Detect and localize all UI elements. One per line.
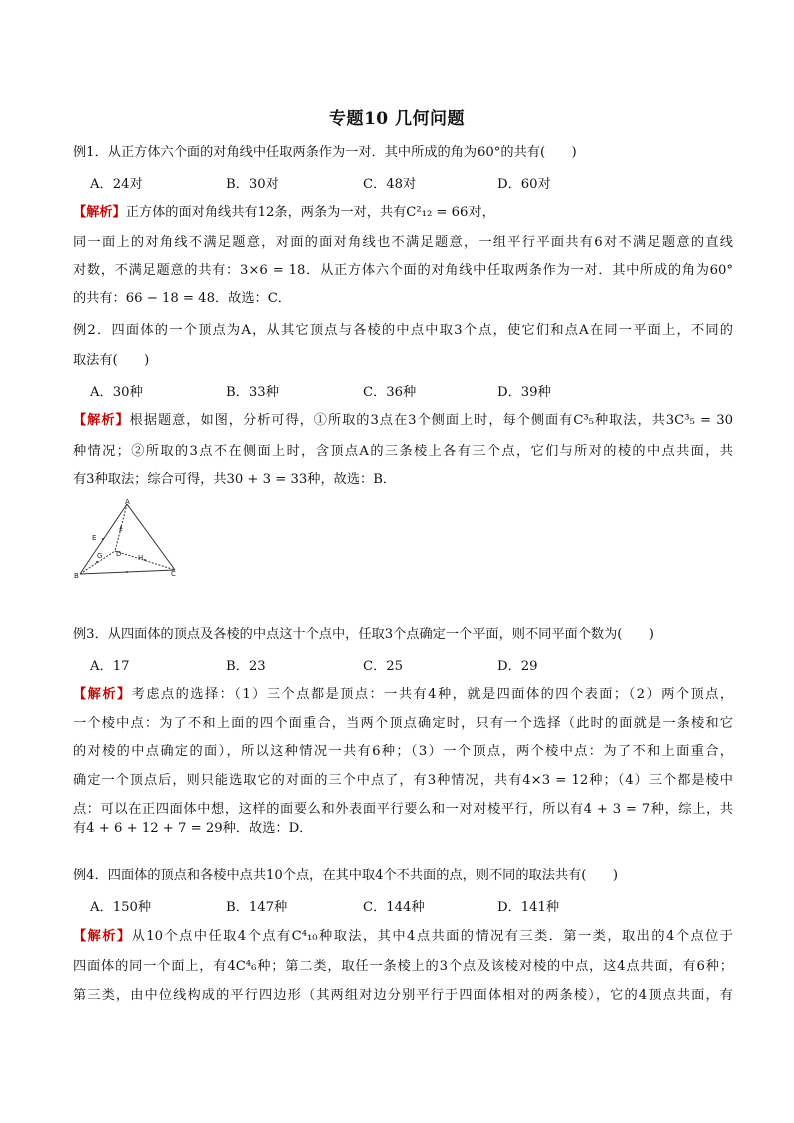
ex1-option-a: A．24对 <box>90 177 143 192</box>
ex3-option-d: D．29 <box>497 659 538 674</box>
point-h <box>144 559 146 561</box>
ex2-question-line-2: 取法有( ) <box>73 353 150 368</box>
label-c: C <box>171 570 176 578</box>
ex4-question: 例4．四面体的顶点和各棱中点共10个点，在其中取4个不共面的点，则不同的取法共有( ) <box>73 868 618 883</box>
ex3-analysis-line-2: 一个棱中点：为了不和上面的四个面重合，当两个顶点确定时，只有一个选择（此时的面就是一条棱和它 <box>73 716 733 731</box>
label-f: F <box>119 527 124 535</box>
label-e: E <box>92 534 97 542</box>
label-d: D <box>116 550 122 558</box>
tetrahedron-figure <box>72 496 182 582</box>
ex1-analysis-line-2: 同一面上的对角线不满足题意，对面的面对角线也不满足题意，一组平行平面共有6对不满足题意的直线 <box>73 235 733 250</box>
ex2-option-b: B．33种 <box>226 385 279 400</box>
ex2-analysis-line-1: 【解析】根据题意，如图，分析可得，①所取的3点在3个侧面上时，每个侧面有C³₅种取法，共3C³₅ = 30 <box>73 413 733 428</box>
ex2-option-a: A．30种 <box>90 385 143 400</box>
edge-ac <box>127 504 175 570</box>
ex2-question-line-1: 例2．四面体的一个顶点为A，从其它顶点与各棱的中点中取3个点，使它们和点A在同一平面上，不同的 <box>73 323 733 338</box>
ex3-option-c: C．25 <box>363 659 404 674</box>
ex3-analysis-line-1: 【解析】考虑点的选择：（1）三个点都是顶点：一共有4种，就是四面体的四个表面；（2）两个顶点， <box>73 687 733 702</box>
ex1-question: 例1．从正方体六个面的对角线中任取两条作为一对．其中所成的角为60°的共有( ) <box>73 145 577 160</box>
ex3-analysis-line-3: 的对棱的中点确定的面），所以这种情况一共有6种；（3）一个顶点，两个棱中点：为了不和上面重合， <box>73 744 733 759</box>
ex4-analysis-line-3: 第三类，由中位线构成的平行四边形（其两组对边分别平行于四面体相对的两条棱），它的4顶点共面，有 <box>73 988 733 1003</box>
ex2-analysis-line-3: 有3种取法；综合可得，共30 + 3 = 33种，故选：B． <box>73 472 397 487</box>
analysis-tag: 【解析】 <box>73 687 132 702</box>
ex1-analysis-line-4: 的共有：66 − 18 = 48．故选：C． <box>73 291 291 306</box>
ex3-analysis-line-6: 有4 + 6 + 12 + 7 = 29种．故选：D． <box>73 821 313 836</box>
point-g <box>96 561 98 563</box>
page-title: 专题10 几何问题 <box>328 109 466 129</box>
ex4-option-a: A．150种 <box>90 900 152 915</box>
analysis-tag: 【解析】 <box>73 413 130 428</box>
point-e <box>102 538 104 540</box>
label-g: G <box>97 552 103 560</box>
point-mid-bc <box>126 571 128 573</box>
ex3-option-b: B．23 <box>226 659 266 674</box>
ex4-option-c: C．144种 <box>363 900 425 915</box>
ex3-analysis-line-4: 确定一个顶点后，则只能选取它的对面的三个中点了，有3种情况，共有4×3 = 12种；（4）三个都是棱中 <box>73 773 733 788</box>
ex2-analysis-line-2: 种情况；②所取的3点不在侧面上时，含顶点A的三条棱上各有三个点，它们与所对的棱的中点共面，共 <box>73 444 733 459</box>
label-a: A <box>125 498 130 506</box>
ex3-question: 例3．从四面体的顶点及各棱的中点这十个点中，任取3个点确定一个平面，则不同平面个数为( ) <box>73 627 654 642</box>
label-b: B <box>74 572 79 580</box>
ex4-option-d: D．141种 <box>497 900 560 915</box>
ex1-analysis-line-3: 对数，不满足题意的共有：3×6 = 18．从正方体六个面的对角线中任取两条作为一对．其中所成的角为60° <box>73 263 733 278</box>
ex4-option-b: B．147种 <box>226 900 288 915</box>
ex3-option-a: A．17 <box>90 659 130 674</box>
ex1-option-c: C．48对 <box>363 177 417 192</box>
ex4-analysis-line-2: 四面体的同一个面上，有4C⁴₆种；第二类，取任一条棱上的3个点及该棱对棱的中点，这4点共面，有6种； <box>73 959 733 974</box>
ex1-option-d: D．60对 <box>497 177 551 192</box>
ex1-analysis-line-1: 【解析】正方体的面对角线共有12条，两条为一对，共有C²₁₂ = 66对， <box>73 205 495 220</box>
ex4-analysis-line-1: 【解析】从10个点中任取4个点有C⁴₁₀种取法，其中4点共面的情况有三类．第一类，取出的4个点位于 <box>73 929 733 944</box>
analysis-tag: 【解析】 <box>73 929 132 944</box>
ex2-option-d: D．39种 <box>497 385 551 400</box>
analysis-tag: 【解析】 <box>73 205 126 220</box>
ex2-option-c: C．36种 <box>363 385 417 400</box>
ex3-analysis-line-5: 点：可以在正四面体中想，这样的面要么和外表面平行要么和一对对棱平行，所以有4 + 3 = 7种，综上，共 <box>73 802 733 817</box>
label-h: H <box>138 554 144 562</box>
ex1-option-b: B．30对 <box>226 177 279 192</box>
